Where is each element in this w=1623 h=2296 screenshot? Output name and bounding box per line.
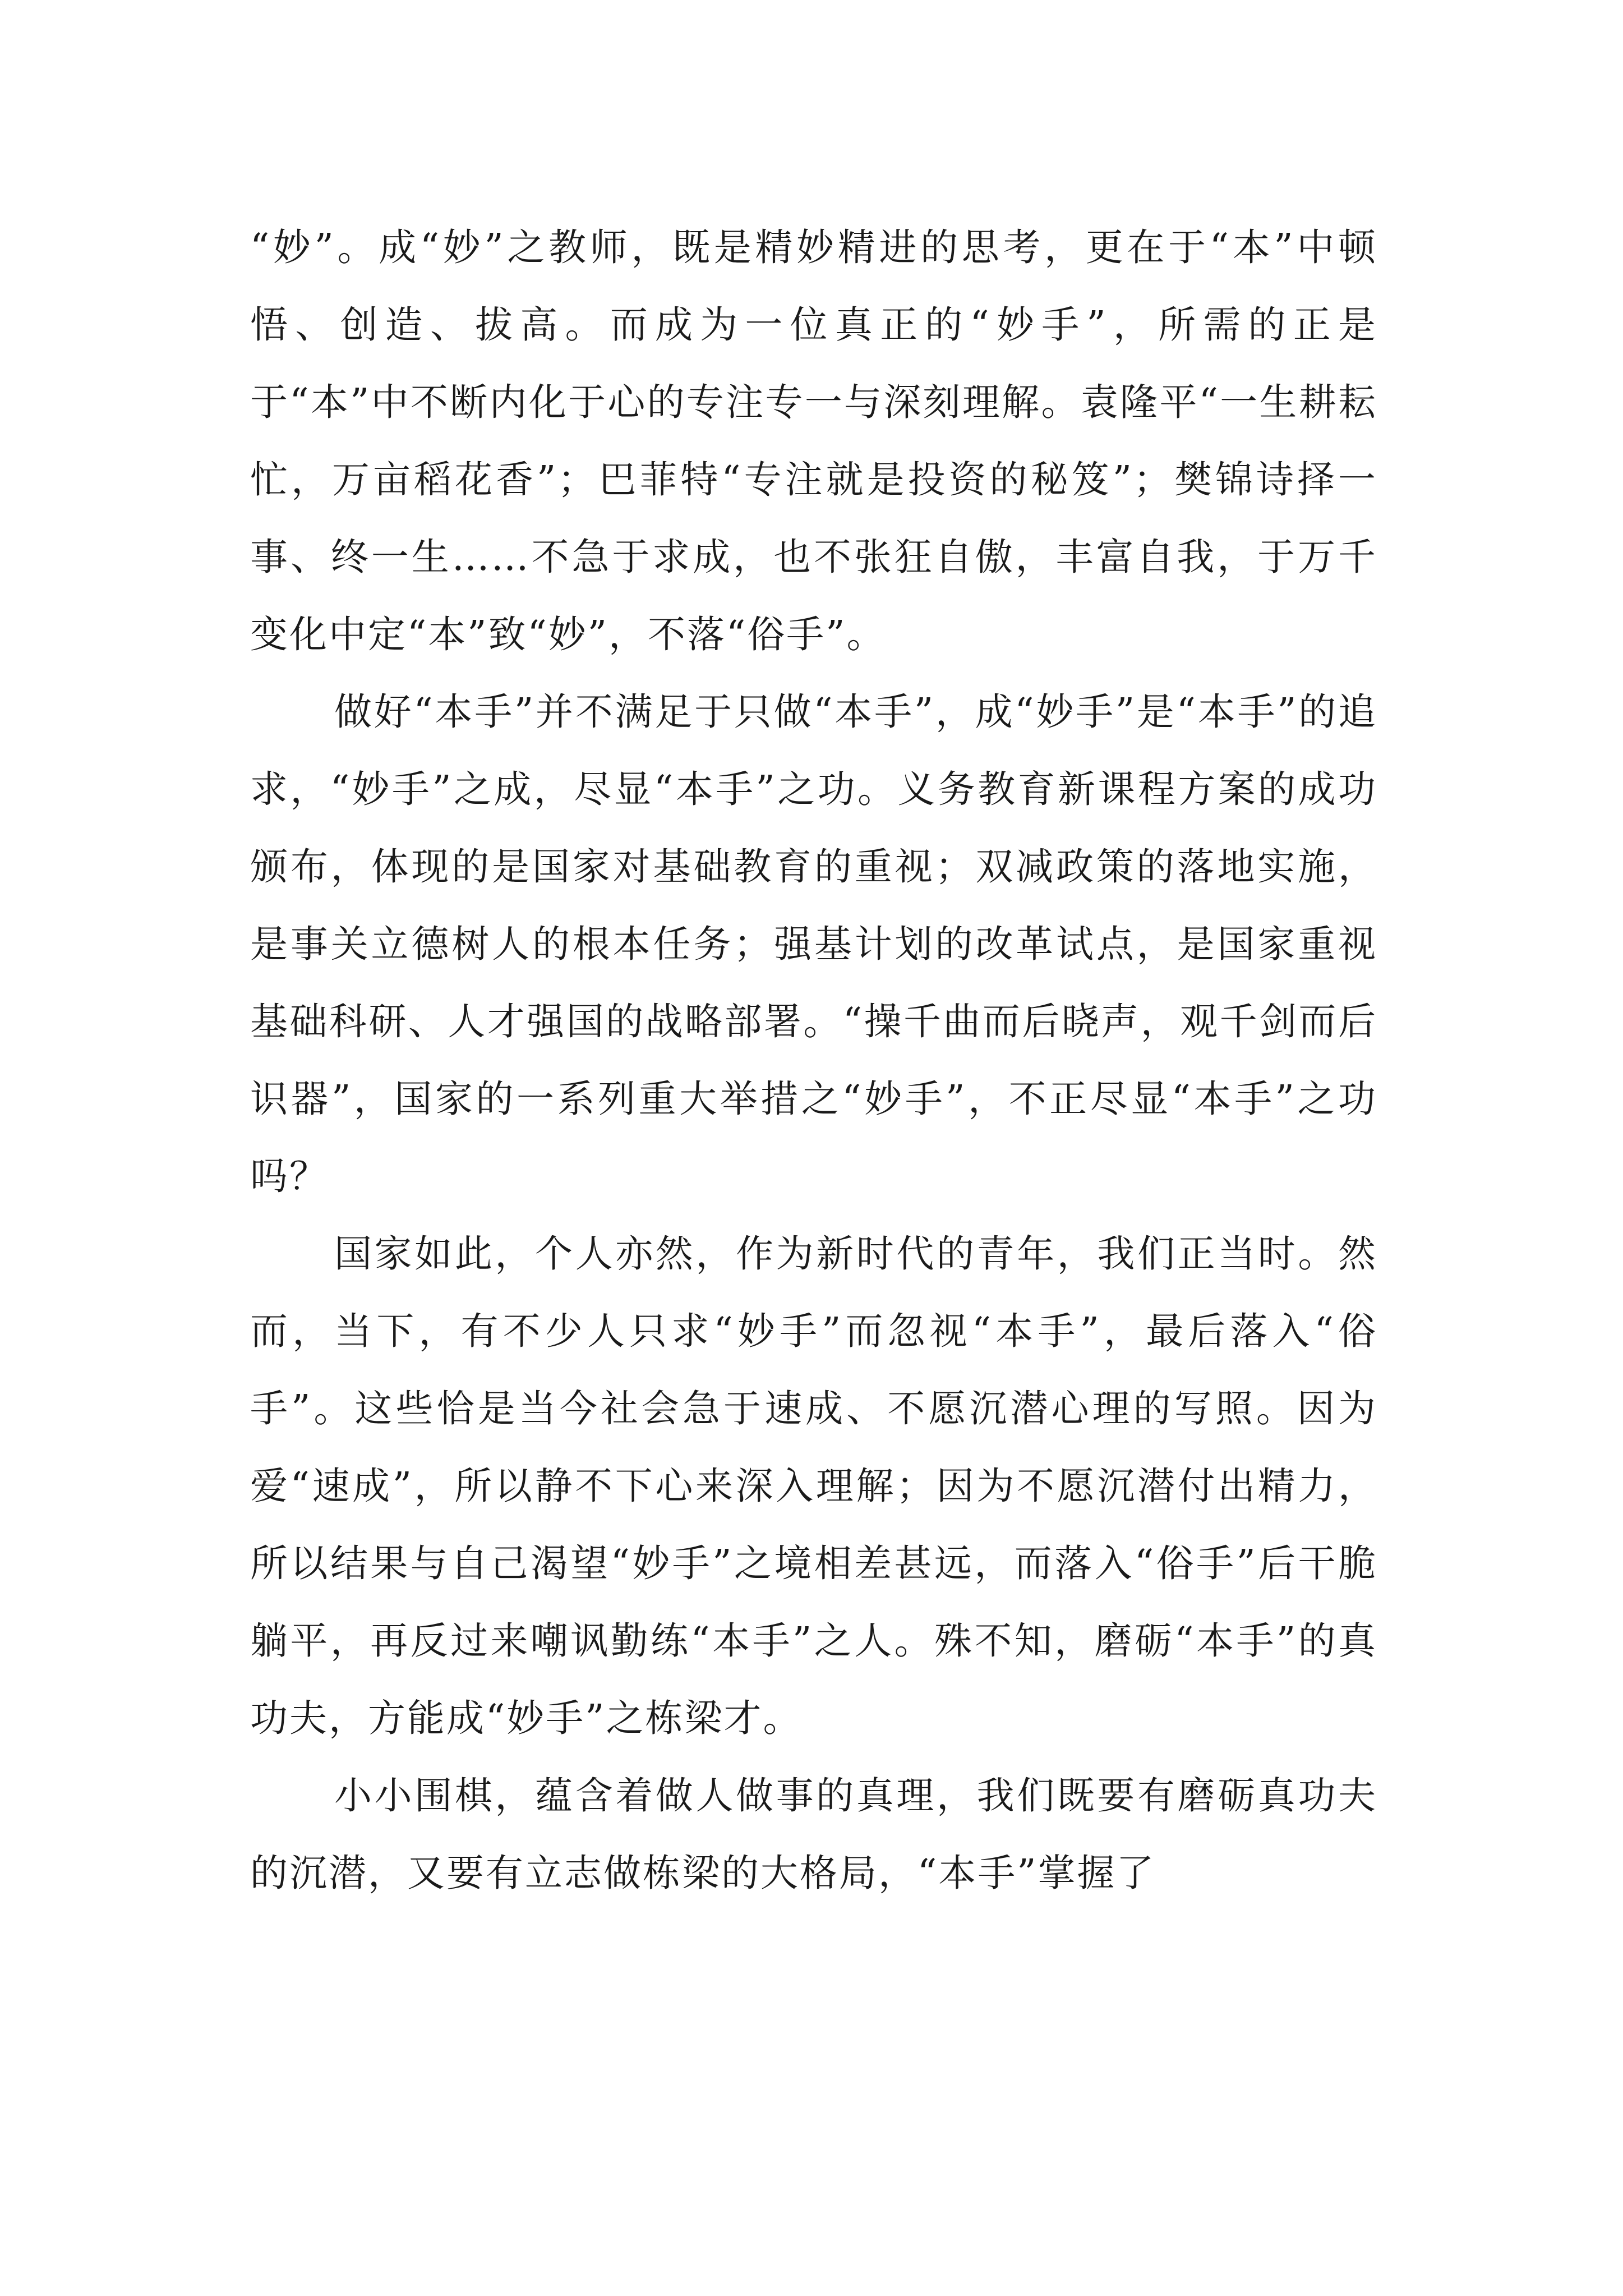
paragraph-1: “妙”。成“妙”之教师，既是精妙精进的思考，更在于“本”中顿悟、创造、拔高。而成为一位真正的“妙手”，所需的正是于“本”中不断内化于心的专注专一与深刻理解。袁隆平“一生耕耘忙，万亩稻花香”；巴菲特“专注就是投资的秘笈”；樊锦诗择一事、终一生……不急于求成，也不张狂自傲，丰富自我，于万千变化中定“本”致“妙”，不落“俗手”。 <box>250 226 1377 656</box>
paragraph-2: 做好“本手”并不满足于只做“本手”，成“妙手”是“本手”的追求，“妙手”之成，尽显“本手”之功。义务教育新课程方案的成功颁布，体现的是国家对基础教育的重视；双减政策的落地实施，是事关立德树人的根本任务；强基计划的改革试点，是国家重视基础科研、人才强国的战略部署。“操千曲而后晓声，观千剑而后识器”，国家的一系列重大举措之“妙手”，不正尽显“本手”之功吗？ <box>250 690 1377 1198</box>
essay-body <box>250 209 1377 1912</box>
paragraph-3: 国家如此，个人亦然，作为新时代的青年，我们正当时。然而，当下，有不少人只求“妙手”而忽视“本手”，最后落入“俗手”。这些恰是当今社会急于速成、不愿沉潜心理的写照。因为爱“速成”，所以静不下心来深入理解；因为不愿沉潜付出精力，所以结果与自己渴望“妙手”之境相差甚远，而落入“俗手”后干脆躺平，再反过来嘲讽勤练“本手”之人。殊不知，磨砺“本手”的真功夫，方能成“妙手”之栋梁才。 <box>250 1232 1377 1740</box>
paragraph-4: 小小围棋，蕴含着做人做事的真理，我们既要有磨砺真功夫的沉潜，又要有立志做栋梁的大格局，“本手”掌握了 <box>250 1774 1377 1895</box>
